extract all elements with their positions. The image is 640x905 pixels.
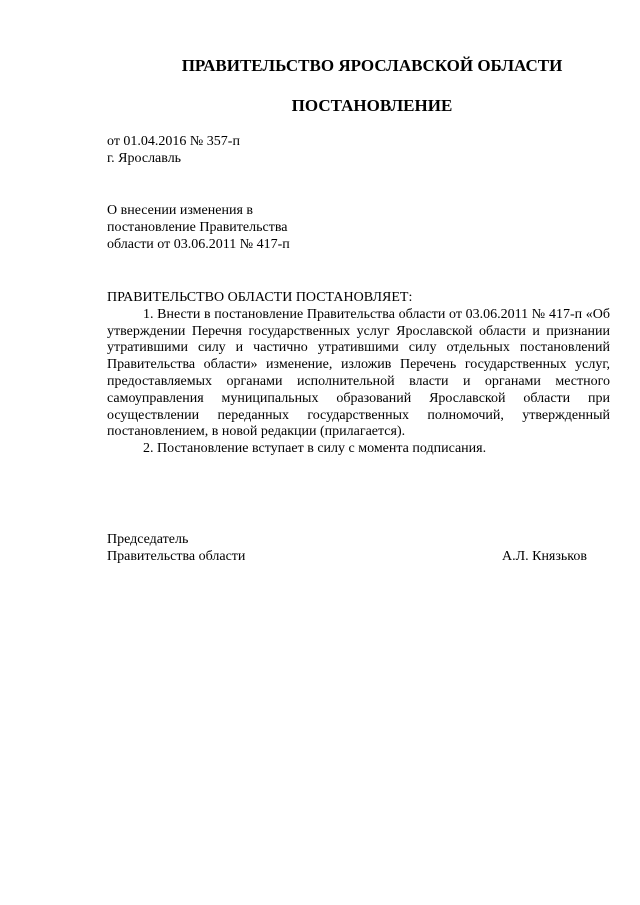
signature-title-line-2: Правительства области xyxy=(107,549,246,564)
organization-title: ПРАВИТЕЛЬСТВО ЯРОСЛАВСКОЙ ОБЛАСТИ xyxy=(181,56,563,75)
resolution-body xyxy=(107,290,610,458)
document-type: ПОСТАНОВЛЕНИЕ xyxy=(291,96,453,115)
date-number: от 01.04.2016 № 357-п xyxy=(107,134,240,149)
preamble: ПРАВИТЕЛЬСТВО ОБЛАСТИ ПОСТАНОВЛЯЕТ: xyxy=(107,290,413,305)
signature-row xyxy=(107,548,587,565)
item-2: 2. Постановление вступает в силу с момента подписания. xyxy=(143,441,487,457)
city: г. Ярославль xyxy=(107,151,182,166)
subject-line-3: области от 03.06.2011 № 417-п xyxy=(107,237,290,252)
signatory-name: А.Л. Князьков xyxy=(502,549,587,564)
item-1: 1. Внести в постановление Правительства области от 03.06.2011 № 417-п «Об утверждении Перечня государственных услуг Ярославской области и признании утратившими силу и частично утратившими силу отдельных постановлений Правительства области» изменение, изложив Перечень государственных услуг, предоставляемых органами исполнительной власти и органами местного самоуправления муниципальных образований Ярославской области при осуществлении переданных государственных полномочий, утвержденный постановлением, в новой редакции (прилагается). xyxy=(107,306,610,440)
subject-line-1: О внесении изменения в xyxy=(107,203,253,218)
subject-line-2: постановление Правительства xyxy=(107,220,288,235)
signature-title-line-1: Председатель xyxy=(107,532,189,547)
